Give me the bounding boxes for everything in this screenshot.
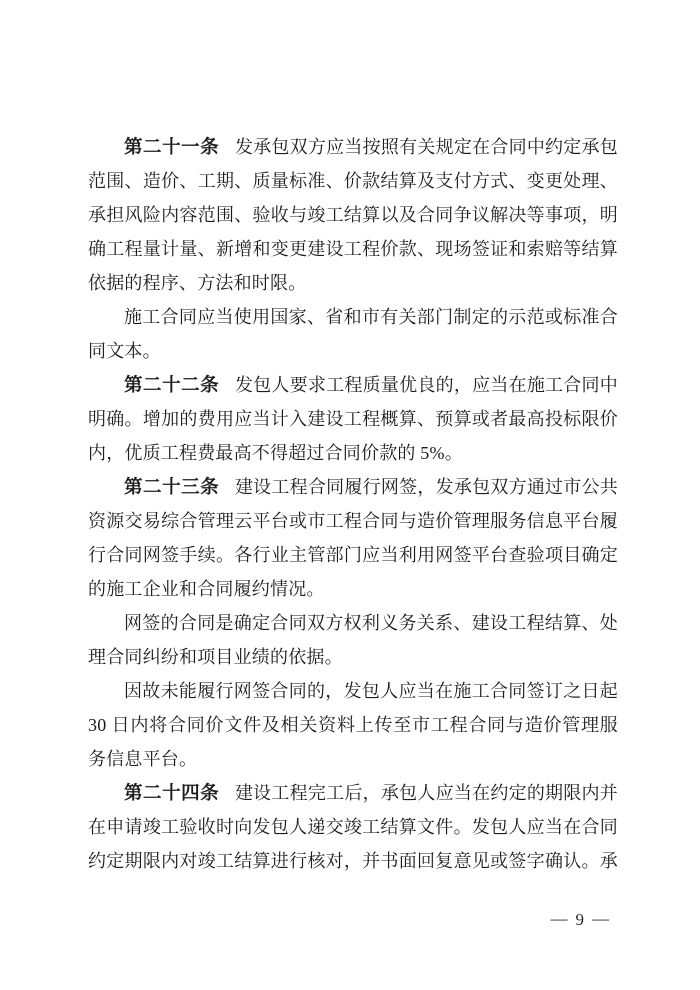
paragraph-text: 建设工程合同履行网签，发承包双方通过市公共资源交易综合管理云平台或市工程合同与造价管理服务信息平台履行合同网签手续。各行业主管部门应当利用网签平台查验项目确定的施工企业和合同履约情况。 (88, 477, 618, 599)
paragraph-article-21 (88, 130, 618, 300)
page-footer (551, 908, 611, 932)
paragraph-text: 网签的合同是确定合同双方权利义务关系、建设工程结算、处理合同纠纷和项目业绩的依据。 (88, 613, 618, 667)
footer-left-dash: — (550, 909, 569, 928)
paragraph-text: 因故未能履行网签合同的，发包人应当在施工合同签订之日起 30 日内将合同价文件及相关资料上传至市工程合同与造价管理服务信息平台。 (88, 681, 618, 769)
paragraph-article-22 (88, 368, 618, 470)
paragraph-upload-requirement (88, 674, 618, 776)
article-21-number: 第二十一条 (124, 136, 220, 157)
paragraph-text: 发包人要求工程质量优良的，应当在施工合同中明确。增加的费用应当计入建设工程概算、预算或者最高投标限价内，优质工程费最高不得超过合同价款的 5%。 (88, 375, 618, 463)
page-number: 9 (575, 910, 585, 929)
paragraph-contract-text-requirement (88, 300, 618, 368)
paragraph-text: 施工合同应当使用国家、省和市有关部门制定的示范或标准合同文本。 (88, 307, 618, 361)
article-24-number: 第二十四条 (124, 782, 220, 803)
paragraph-text: 发承包双方应当按照有关规定在合同中约定承包范围、造价、工期、质量标准、价款结算及支付方式、变更处理、承担风险内容范围、验收与竣工结算以及合同争议解决等事项，明确工程量计量、新增和变更建设工程价款、现场签证和索赔等结算依据的程序、方法和时限。 (88, 137, 618, 293)
paragraph-text: 建设工程完工后，承包人应当在约定的期限内并在申请竣工验收时向发包人递交竣工结算文件。发包人应当在合同约定期限内对竣工结算进行核对，并书面回复意见或签字确认。承 (88, 783, 618, 871)
footer-right-dash: — (592, 909, 610, 928)
document-body (88, 130, 618, 878)
paragraph-online-signed-contract-basis (88, 606, 618, 674)
article-22-number: 第二十二条 (124, 374, 220, 395)
paragraph-article-24 (88, 776, 618, 878)
article-23-number: 第二十三条 (124, 476, 220, 497)
paragraph-article-23 (88, 470, 618, 606)
